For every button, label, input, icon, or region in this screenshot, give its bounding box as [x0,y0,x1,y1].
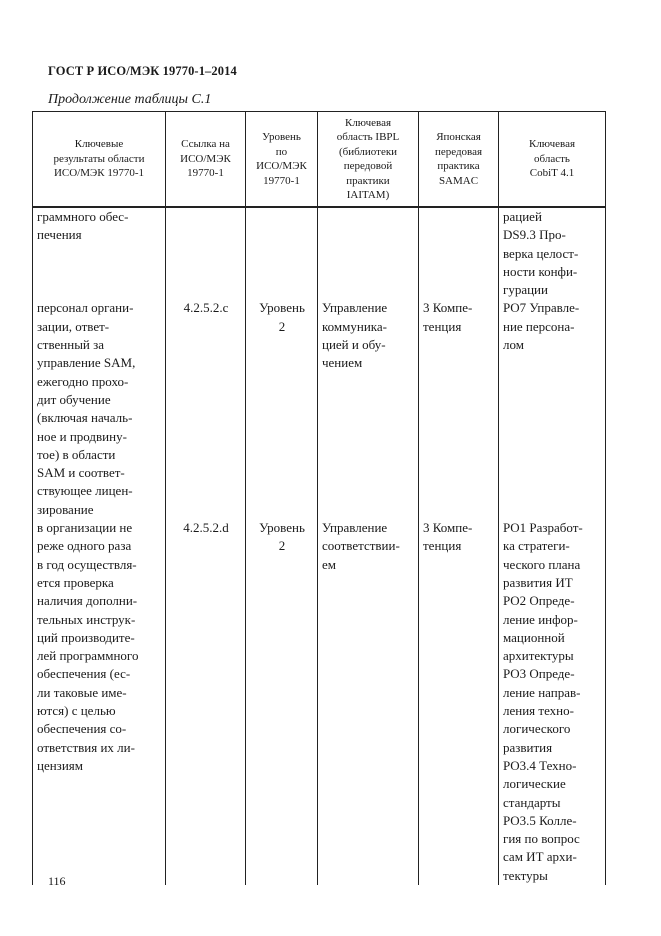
comparison-table [32,111,606,885]
document-header: ГОСТ Р ИСО/МЭК 19770-1–2014 [48,64,237,78]
cell-cobit: PO1 Разработ- ка стратеги- ческого плана развития ИТ PO2 Опреде- ление инфор- мационной архитектуры PO3 Опреде- ление направ- ления техно- логического развития PO3.4 Техно- логические стандарты PO3.5 Колле- гия по вопрос сам ИТ архи- тектуры [499,519,606,885]
cell-level [246,207,318,299]
table-row [33,207,606,299]
table-row [33,519,606,885]
column-header-reference: Ссылка на ИСО/МЭК 19770-1 [166,112,246,208]
cell-reference: 4.2.5.2.d [166,519,246,885]
cell-level: Уровень 2 [246,519,318,885]
cell-reference [166,207,246,299]
cell-reference: 4.2.5.2.c [166,299,246,519]
column-header-ibpl: Ключевая область IBPL (библиотеки передовой практики IAITAM) [318,112,419,208]
cell-cobit: рацией DS9.3 Про- верка целост- ности конфи- гурации [499,207,606,299]
cell-samac: 3 Компе- тенция [419,519,499,885]
page-number: 116 [48,874,66,888]
cell-samac: 3 Компе- тенция [419,299,499,519]
column-header-samac: Японская передовая практика SAMAC [419,112,499,208]
cell-ibpl: Управление соответствии- ем [318,519,419,885]
cell-result: персонал органи- зации, ответ- ственный за управление SAM, ежегодно прохо- дит обучение (включая началь- ное и продвину- тое) в области SAM и соответ- ствующее лицен- зирование [33,299,166,519]
cell-cobit: PO7 Управле- ние персона- лом [499,299,606,519]
cell-result: в организации не реже одного раза в год осуществля- ется проверка наличия дополни- тельных инструк- ций производите- лей программного обеспечения (ес- ли таковые име- ются) с целью обеспечения со- ответствия их ли- цензиям [33,519,166,885]
table-caption: Продолжение таблицы С.1 [48,92,212,107]
column-header-level: Уровень по ИСО/МЭК 19770-1 [246,112,318,208]
column-header-cobit: Ключевая область CobiT 4.1 [499,112,606,208]
cell-samac [419,207,499,299]
column-header-results: Ключевые результаты области ИСО/МЭК 19770-1 [33,112,166,208]
cell-result: граммного обес- печения [33,207,166,299]
table-header-row [33,112,606,208]
cell-ibpl: Управление коммуника- цией и обу- чением [318,299,419,519]
cell-level: Уровень 2 [246,299,318,519]
cell-ibpl [318,207,419,299]
table-row [33,299,606,519]
